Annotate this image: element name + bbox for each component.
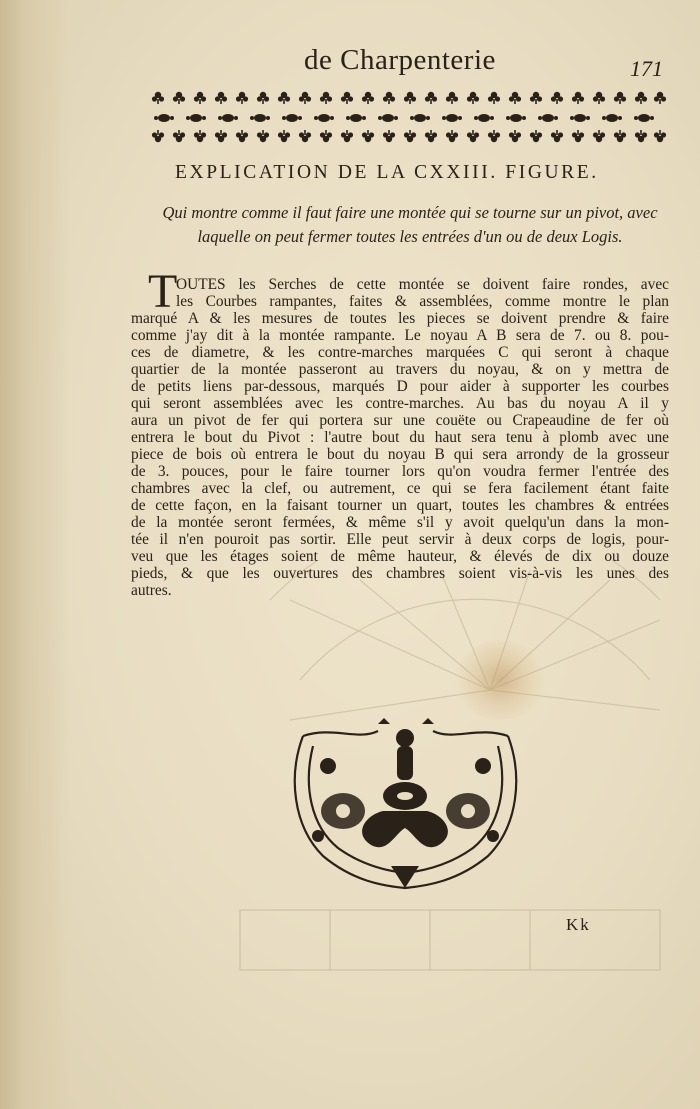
section-subtitle (150, 201, 670, 249)
body-line: de la montée seront fermées, & même s'il y avoit quelqu'un dans la mon- (131, 514, 669, 531)
body-line: piece de bois où entrera le bout du noyau B qui sera arrondy de la grosseur (131, 446, 669, 463)
page-number: 171 (630, 56, 663, 81)
body-line: comme j'ay dit à la montée rampante. Le noyau A B sera de 7. ou 8. pou- (131, 327, 669, 344)
body-line: veu que les étages soient de même hauteur, & élevés de dix ou douze (131, 548, 669, 565)
signature-mark: Kk (566, 915, 591, 934)
body-line: de petits liens par-dessous, marqués D pour aider à supporter les courbes (131, 378, 669, 395)
engraved-vignette (283, 716, 528, 891)
body-line: quartier de la montée passeront au travers du noyau, & on y mettra de (131, 361, 669, 378)
body-line: aura un pivot de fer qui portera sur une couëte ou Crapeaudine de fer où (131, 412, 669, 429)
drop-cap: T (148, 265, 178, 318)
fleuron-border-ornament (150, 88, 668, 146)
body-line: OUTES les Serches de cette montée se doivent faire rondes, avec (176, 276, 669, 293)
section-heading: EXPLICATION DE LA CXXIII. FIGURE. (175, 162, 599, 183)
body-line: tée il n'en pouroit pas sortir. Elle peut servir à deux corps de logis, pour- (131, 531, 669, 548)
binding-shadow (0, 0, 70, 1109)
body-line: de cette façon, en la faisant tourner un quart, toutes les chambres & entrées (131, 497, 669, 514)
body-line: marqué A & les mesures de toutes les pieces se doivent prendre & faire (131, 310, 669, 327)
water-stain (455, 640, 545, 720)
body-text (131, 276, 669, 599)
body-line: les Courbes rampantes, faites & assemblées, comme montre le plan (176, 293, 669, 310)
body-line: chambres avec la clef, ou autrement, ce qui se fera facilement étant faite (131, 480, 669, 497)
body-line: qui seront assemblées avec les contre-marches. Au bas du noyau A il y (131, 395, 669, 412)
body-line: de 3. pouces, pour le faire tourner lors qu'on voudra fermer l'entrée des (131, 463, 669, 480)
body-line: autres. (131, 582, 172, 599)
subtitle-line: laquelle on peut fermer toutes les entrées d'un ou de deux Logis. (197, 227, 623, 246)
body-line: ces de diametre, & les contre-marches marquées C qui seront à chaque (131, 344, 669, 361)
body-line: pieds, & que les ouvertures des chambres soient vis-à-vis les unes des (131, 565, 669, 582)
running-title: de Charpenterie (304, 44, 496, 76)
subtitle-line: Qui montre comme il faut faire une montée qui se tourne sur un pivot, avec (162, 203, 658, 222)
body-line: entrera le bout du Pivot : l'autre bout du haut sera tenu à plomb avec une (131, 429, 669, 446)
